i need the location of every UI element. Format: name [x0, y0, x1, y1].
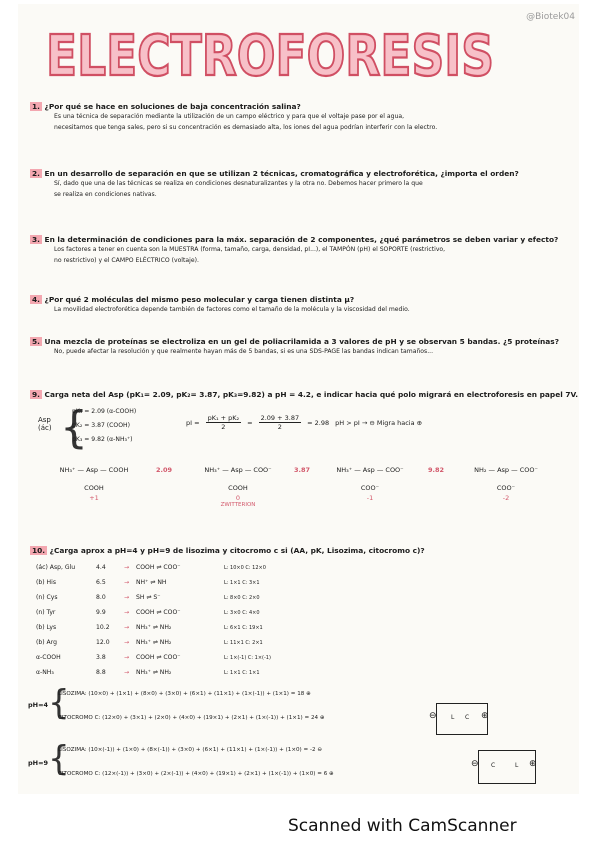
q9-pk-2: pK₂ = 3.87 (COOH) [72, 422, 130, 429]
q9-species-1-formula: NH₃⁺ — Asp — COOH [59, 466, 129, 474]
q9-species-2 [184, 466, 292, 508]
ph9-label: pH=9 [28, 759, 49, 767]
question-2-answer-line-1: Sí, dado que una de las técnicas se realiza en condiciones desnaturalizantes y la otra no. Debemos hacer primero la que [54, 180, 423, 187]
question-1-number: 1. [32, 102, 40, 111]
q10-row-4-equilibrium: COOH ⇌ COO⁻ [136, 609, 181, 616]
q10-row-5-counts: L: 6×1 C: 19×1 [224, 624, 263, 631]
q9-zwitterion-label: ZWITTERION [220, 502, 256, 508]
ph4-lisozima: LISOZIMA: (10×0) + (1×1) + (8×0) + (3×0) + (6×1) + (11×1) + (1×(-1)) + (1×1) = 18 ⊕ [58, 691, 311, 697]
question-4-text: ¿Por qué 2 moléculas del mismo peso molecular y carga tienen distinta μ? [44, 295, 355, 304]
question-5 [30, 337, 575, 357]
ph9-gel-lane-1: C [491, 762, 496, 769]
q10-row-2-equilibrium: NH⁺ ⇌ NH [136, 579, 167, 586]
q10-row-1-equilibrium: COOH ⇌ COO⁻ [136, 564, 181, 571]
question-2-answer-line-2: se realiza en condiciones nativas. [54, 191, 157, 198]
question-10-text: ¿Carga aprox a pH=4 y pH=9 de lisozima y citocromo c si (AA, pK, Lisozima, citocromo c)? [49, 546, 425, 555]
q9-pk-list [72, 405, 136, 447]
ph9-gel-negative-pole: ⊖ [471, 759, 479, 769]
q10-row-3 [36, 590, 356, 605]
q10-row-3-counts: L: 8×0 C: 2×0 [224, 594, 260, 601]
question-9-number: 9. [32, 390, 40, 399]
q9-pi-result: = 2.98 [307, 418, 330, 427]
q9-pi-fraction-values [259, 414, 302, 431]
question-1-text: ¿Por qué se hace en soluciones de baja concentración salina? [44, 102, 301, 111]
q10-row-1-aa: (ác) Asp, Glu [36, 564, 76, 571]
q10-row-8-counts: L: 1×1 C: 1×1 [224, 669, 260, 676]
q10-row-1 [36, 560, 356, 575]
question-3-answer-line-2: no restrictivo) y el CAMPO ELÉCTRICO (voltaje). [54, 257, 199, 264]
ph9-gel-box [478, 750, 536, 784]
question-3-answer-line-1: Los factores a tener en cuenta son la MUESTRA (forma, tamaño, carga, densidad, pI...), el TAMPÓN (pH) el SOPORTE (restrictivo, [54, 246, 446, 253]
ph9-brace: { [48, 739, 70, 779]
question-10-heading [30, 546, 575, 555]
q9-species-2-charge: 0 [235, 494, 241, 502]
q10-row-7-counts: L: 1×(-1) C: 1×(-1) [224, 654, 271, 661]
question-5-heading [30, 337, 575, 346]
q9-species-4 [452, 466, 560, 502]
ph9-gel-lane-2: L [515, 762, 519, 769]
q9-pk-mark-2: 3.87 [294, 466, 311, 474]
q10-row-6-pk: 12.0 [96, 639, 110, 646]
q10-row-5-aa: (b) Lys [36, 624, 57, 631]
q10-row-2-arrow: → [124, 579, 130, 586]
ph4-brace: { [48, 683, 70, 723]
q10-row-2 [36, 575, 356, 590]
q9-species-1-side: COOH [84, 484, 104, 492]
q10-row-7-pk: 3.8 [96, 654, 106, 661]
q9-pi-denominator-values: 2 [277, 423, 282, 431]
q9-species-3-formula: NH₃⁺ — Asp — COO⁻ [336, 466, 404, 474]
q9-species-2-side: COOH [228, 484, 248, 492]
question-1-heading [30, 102, 575, 111]
q10-row-6 [36, 635, 356, 650]
q10-row-7-arrow: → [124, 654, 130, 661]
ph4-gel-lane-1: L [451, 714, 455, 721]
question-3-text: En la determinación de condiciones para la máx. separación de 2 componentes, ¿qué parámetros se deben variar y efecto? [44, 235, 559, 244]
ph4-label: pH=4 [28, 701, 49, 709]
question-5-number: 5. [32, 337, 40, 346]
q9-brace: { [60, 402, 88, 453]
q10-row-4-arrow: → [124, 609, 130, 616]
question-9-text: Carga neta del Asp (pK₁= 2.09, pK₂= 3.87, pK₃=9.82) a pH = 4.2, e indicar hacia qué polo migrará en electroforesis en papel 7V. [44, 390, 579, 399]
q9-species-3-charge: -1 [366, 494, 374, 502]
q9-pk-1: pK₁ = 2.09 (α-COOH) [72, 408, 137, 415]
question-5-answer-line-1: No, puede afectar la resolución y que realmente hayan más de 5 bandas, si es una SDS-PAGE las bandas indican tamaños... [54, 348, 434, 355]
q10-row-6-equilibrium: NH₃⁺ ⇌ NH₂ [136, 639, 172, 646]
question-5-text: Una mezcla de proteínas se electroliza en un gel de poliacrilamida a 3 valores de pH y se observan 5 bandas. ¿5 proteínas? [44, 337, 559, 346]
q10-row-4-aa: (n) Tyr [36, 609, 56, 616]
q10-row-8-arrow: → [124, 669, 130, 676]
q10-row-2-counts: L: 1×1 C: 3×1 [224, 579, 260, 586]
ph4-gel-positive-pole: ⊕ [481, 711, 489, 721]
question-3-number: 3. [32, 235, 40, 244]
q9-species-1 [44, 466, 144, 502]
q10-row-8-equilibrium: NH₃⁺ ⇌ NH₂ [136, 669, 172, 676]
question-1 [30, 102, 575, 133]
q10-row-7 [36, 650, 356, 665]
q9-species-3 [316, 466, 424, 502]
q9-pk-mark-3: 9.82 [428, 466, 445, 474]
q10-row-3-pk: 8.0 [96, 594, 106, 601]
q9-species-4-formula: NH₂ — Asp — COO⁻ [474, 466, 538, 474]
q10-row-5 [36, 620, 356, 635]
question-3 [30, 235, 575, 266]
q9-conclusion: pH > pI → ⊖ Migra hacia ⊕ [335, 418, 423, 427]
question-1-answer-line-1: Es una técnica de separación mediante la utilización de un campo eléctrico y para que el voltaje pase por el agua, [54, 113, 405, 120]
q10-row-2-pk: 6.5 [96, 579, 106, 586]
question-4 [30, 295, 575, 315]
ph4-citocromo: CITOCROMO C: (12×0) + (3×1) + (2×0) + (4×0) + (19×1) + (2×1) + (1×(-1)) + (1×1) = 24 ⊕ [58, 715, 325, 721]
q9-amino-acid [38, 416, 52, 432]
q9-pk-3: pK₃ = 9.82 (α-NH₃⁺) [72, 436, 133, 443]
q10-row-3-equilibrium: SH ⇌ S⁻ [136, 594, 161, 601]
q10-row-8-pk: 8.8 [96, 669, 106, 676]
question-10 [30, 546, 575, 555]
question-2 [30, 169, 575, 200]
q10-row-5-equilibrium: NH₃⁺ ⇌ NH₂ [136, 624, 172, 631]
q10-row-6-aa: (b) Arg [36, 639, 57, 646]
question-4-number: 4. [32, 295, 40, 304]
q10-row-1-arrow: → [124, 564, 130, 571]
ph9-lisozima: LISOZIMA: (10×(-1)) + (1×0) + (8×(-1)) + (3×0) + (6×1) + (11×1) + (1×(-1)) + (1×0) = -2 ⊖ [58, 747, 323, 753]
ph9-citocromo: CITOCROMO C: (12×(-1)) + (3×0) + (2×(-1)) + (4×0) + (19×1) + (2×1) + (1×(-1)) + (1×0) = 6 ⊕ [58, 771, 334, 777]
q9-species-2-formula: NH₃⁺ — Asp — COO⁻ [204, 466, 272, 474]
q9-pi-denominator: 2 [221, 423, 226, 431]
question-4-heading [30, 295, 575, 304]
question-10-number: 10. [32, 546, 46, 555]
q9-pi-fraction [206, 414, 242, 431]
q10-row-8 [36, 665, 356, 680]
q10-row-5-pk: 10.2 [96, 624, 110, 631]
q10-row-4 [36, 605, 356, 620]
watermark: @Biotek04 [526, 12, 575, 22]
q9-equals: = [247, 418, 253, 427]
q10-row-6-counts: L: 11×1 C: 2×1 [224, 639, 263, 646]
q10-row-6-arrow: → [124, 639, 130, 646]
question-2-text: En un desarrollo de separación en que se utilizan 2 técnicas, cromatográfica y electroforética, ¿importa el orden? [44, 169, 519, 178]
q9-pk-mark-1: 2.09 [156, 466, 173, 474]
question-3-heading [30, 235, 575, 244]
q9-pi-numerator: pK₁ + pK₂ [207, 414, 240, 422]
q9-species-row [44, 466, 574, 536]
ph9-gel-positive-pole: ⊕ [529, 759, 537, 769]
q10-row-4-counts: L: 3×0 C: 4×0 [224, 609, 260, 616]
q9-pi-label: pI = [186, 418, 200, 427]
q10-row-1-pk: 4.4 [96, 564, 106, 571]
q9-pi-formula [186, 414, 422, 431]
question-2-number: 2. [32, 169, 40, 178]
q9-species-1-charge: +1 [89, 494, 99, 502]
question-9 [30, 390, 579, 399]
q9-pi-numerator-values: 2.09 + 3.87 [260, 414, 300, 422]
q9-species-4-charge: -2 [502, 494, 510, 502]
ph4-gel-negative-pole: ⊖ [429, 711, 437, 721]
q9-aa-name: Asp [38, 416, 51, 424]
q10-row-2-aa: (b) His [36, 579, 57, 586]
q10-row-7-equilibrium: COOH ⇌ COO⁻ [136, 654, 181, 661]
q10-row-7-aa: α-COOH [36, 654, 61, 661]
question-9-heading [30, 390, 579, 399]
ph4-gel-lane-2: C [465, 714, 470, 721]
q9-species-4-side: COO⁻ [496, 484, 516, 492]
question-1-answer-line-2: necesitamos que tenga sales, pero si su concentración es demasiado alta, los iones del agua podrían interferir con la electro. [54, 124, 438, 131]
q10-row-5-arrow: → [124, 624, 130, 631]
q9-aa-type: (ác) [38, 424, 52, 432]
q10-table [36, 560, 356, 680]
page-title: ELECTROFORESIS [46, 24, 494, 89]
q10-row-4-pk: 9.9 [96, 609, 106, 616]
q10-row-3-aa: (n) Cys [36, 594, 58, 601]
footer-scanner-label: Scanned with CamScanner [288, 816, 517, 836]
q9-species-3-side: COO⁻ [360, 484, 380, 492]
question-4-answer-line-1: La movilidad electroforética depende también de factores como el tamaño de la molécula y la viscosidad del medio. [54, 306, 410, 313]
q10-row-3-arrow: → [124, 594, 130, 601]
q10-row-1-counts: L: 10×0 C: 12×0 [224, 564, 266, 571]
q10-row-8-aa: α-NH₃ [36, 669, 54, 676]
question-2-heading [30, 169, 575, 178]
